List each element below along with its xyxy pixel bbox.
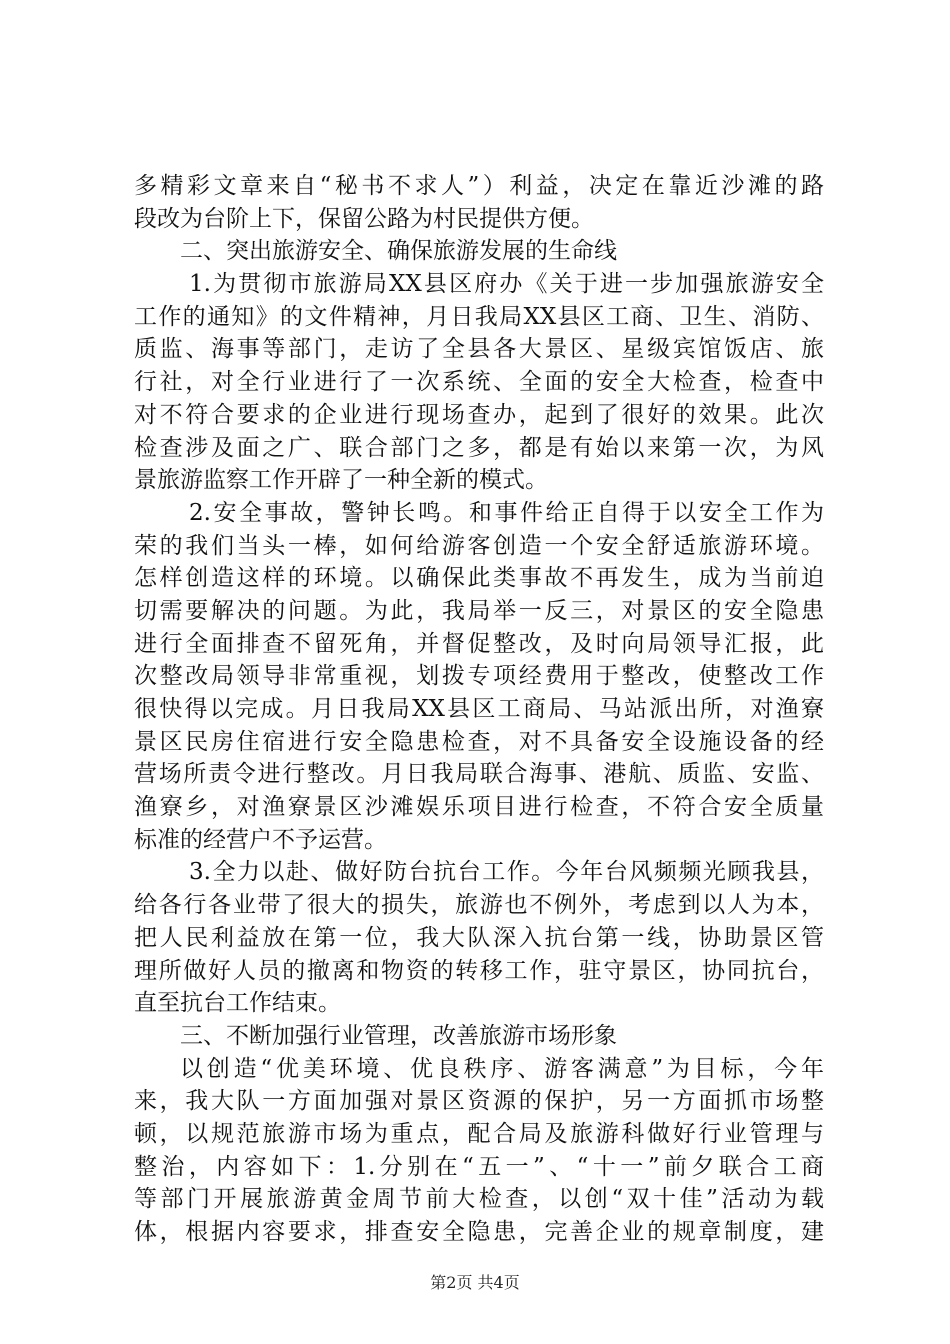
text-line: 渔寮乡，对渔寮景区沙滩娱乐项目进行检查，不符合安全质量 bbox=[134, 794, 824, 821]
text-line: 多精彩文章来自“秘书不求人”）利益，决定在靠近沙滩的路 bbox=[134, 173, 824, 199]
text-line: 1.为贯彻市旅游局XX县区府办《关于进一步加强旅游安全 bbox=[189, 271, 824, 298]
document-body bbox=[134, 170, 824, 1249]
text-line: 次整改局领导非常重视，划拨专项经费用于整改，使整改工作 bbox=[134, 663, 824, 690]
text-line: 标准的经营户不予运营。 bbox=[134, 826, 387, 853]
text-line: 怎样创造这样的环境。以确保此类事故不再发生，成为当前迫 bbox=[134, 565, 824, 592]
text-line: 2.安全事故，警钟长鸣。和事件给正自得于以安全工作为 bbox=[189, 499, 824, 526]
text-line: 检查涉及面之广、联合部门之多，都是有始以来第一次，为风 bbox=[134, 434, 824, 461]
section-heading: 三、不断加强行业管理，改善旅游市场形象 bbox=[180, 1022, 617, 1049]
text-line: 3.全力以赴、做好防台抗台工作。今年台风频频光顾我县， bbox=[189, 859, 824, 886]
text-line: 把人民利益放在第一位，我大队深入抗台第一线，协助景区管 bbox=[134, 924, 824, 951]
text-line: 直至抗台工作结束。 bbox=[134, 990, 341, 1017]
text-line: 质监、海事等部门，走访了全县各大景区、星级宾馆饭店、旅 bbox=[134, 336, 824, 363]
text-line: 段改为台阶上下，保留公路为村民提供方便。 bbox=[134, 205, 594, 232]
text-line: 等部门开展旅游黄金周节前大检查，以创“双十佳”活动为载 bbox=[134, 1186, 824, 1213]
text-line: 对不符合要求的企业进行现场查办，起到了很好的效果。此次 bbox=[134, 401, 824, 428]
text-line: 营场所责令进行整改。月日我局联合海事、港航、质监、安监、 bbox=[134, 761, 824, 788]
text-line: 体，根据内容要求，排查安全隐患，完善企业的规章制度，建 bbox=[134, 1219, 824, 1245]
text-line: 以创造“优美环境、优良秩序、游客满意”为目标，今年 bbox=[180, 1055, 824, 1082]
text-line: 工作的通知》的文件精神，月日我局XX县区工商、卫生、消防、 bbox=[134, 303, 824, 330]
section-heading: 二、突出旅游安全、确保旅游发展的生命线 bbox=[180, 238, 617, 265]
text-line: 景区民房住宿进行安全隐患检查，对不具备安全设施设备的经 bbox=[134, 728, 824, 755]
text-line: 给各行各业带了很大的损失，旅游也不例外，考虑到以人为本， bbox=[134, 892, 824, 919]
text-line: 来，我大队一方面加强对景区资源的保护，另一方面抓市场整 bbox=[134, 1088, 824, 1115]
text-line: 整治，内容如下：1.分别在“五一”、“十一”前夕联合工商 bbox=[134, 1153, 824, 1180]
page-footer bbox=[0, 1270, 950, 1293]
text-line: 很快得以完成。月日我局XX县区工商局、马站派出所，对渔寮 bbox=[134, 696, 824, 722]
text-line: 进行全面排查不留死角，并督促整改，及时向局领导汇报，此 bbox=[134, 630, 824, 657]
text-line: 荣的我们当头一棒，如何给游客创造一个安全舒适旅游环境。 bbox=[134, 532, 824, 559]
text-line: 顿，以规范旅游市场为重点，配合局及旅游科做好行业管理与 bbox=[134, 1120, 824, 1147]
text-line: 切需要解决的问题。为此，我局举一反三，对景区的安全隐患 bbox=[134, 597, 824, 624]
page-number-label: 第2页 共4页 bbox=[430, 1273, 520, 1292]
text-line: 景旅游监察工作开辟了一种全新的模式。 bbox=[134, 467, 548, 494]
text-line: 理所做好人员的撤离和物资的转移工作，驻守景区，协同抗台， bbox=[134, 957, 824, 984]
text-line: 行社，对全行业进行了一次系统、全面的安全大检查，检查中 bbox=[134, 369, 824, 396]
